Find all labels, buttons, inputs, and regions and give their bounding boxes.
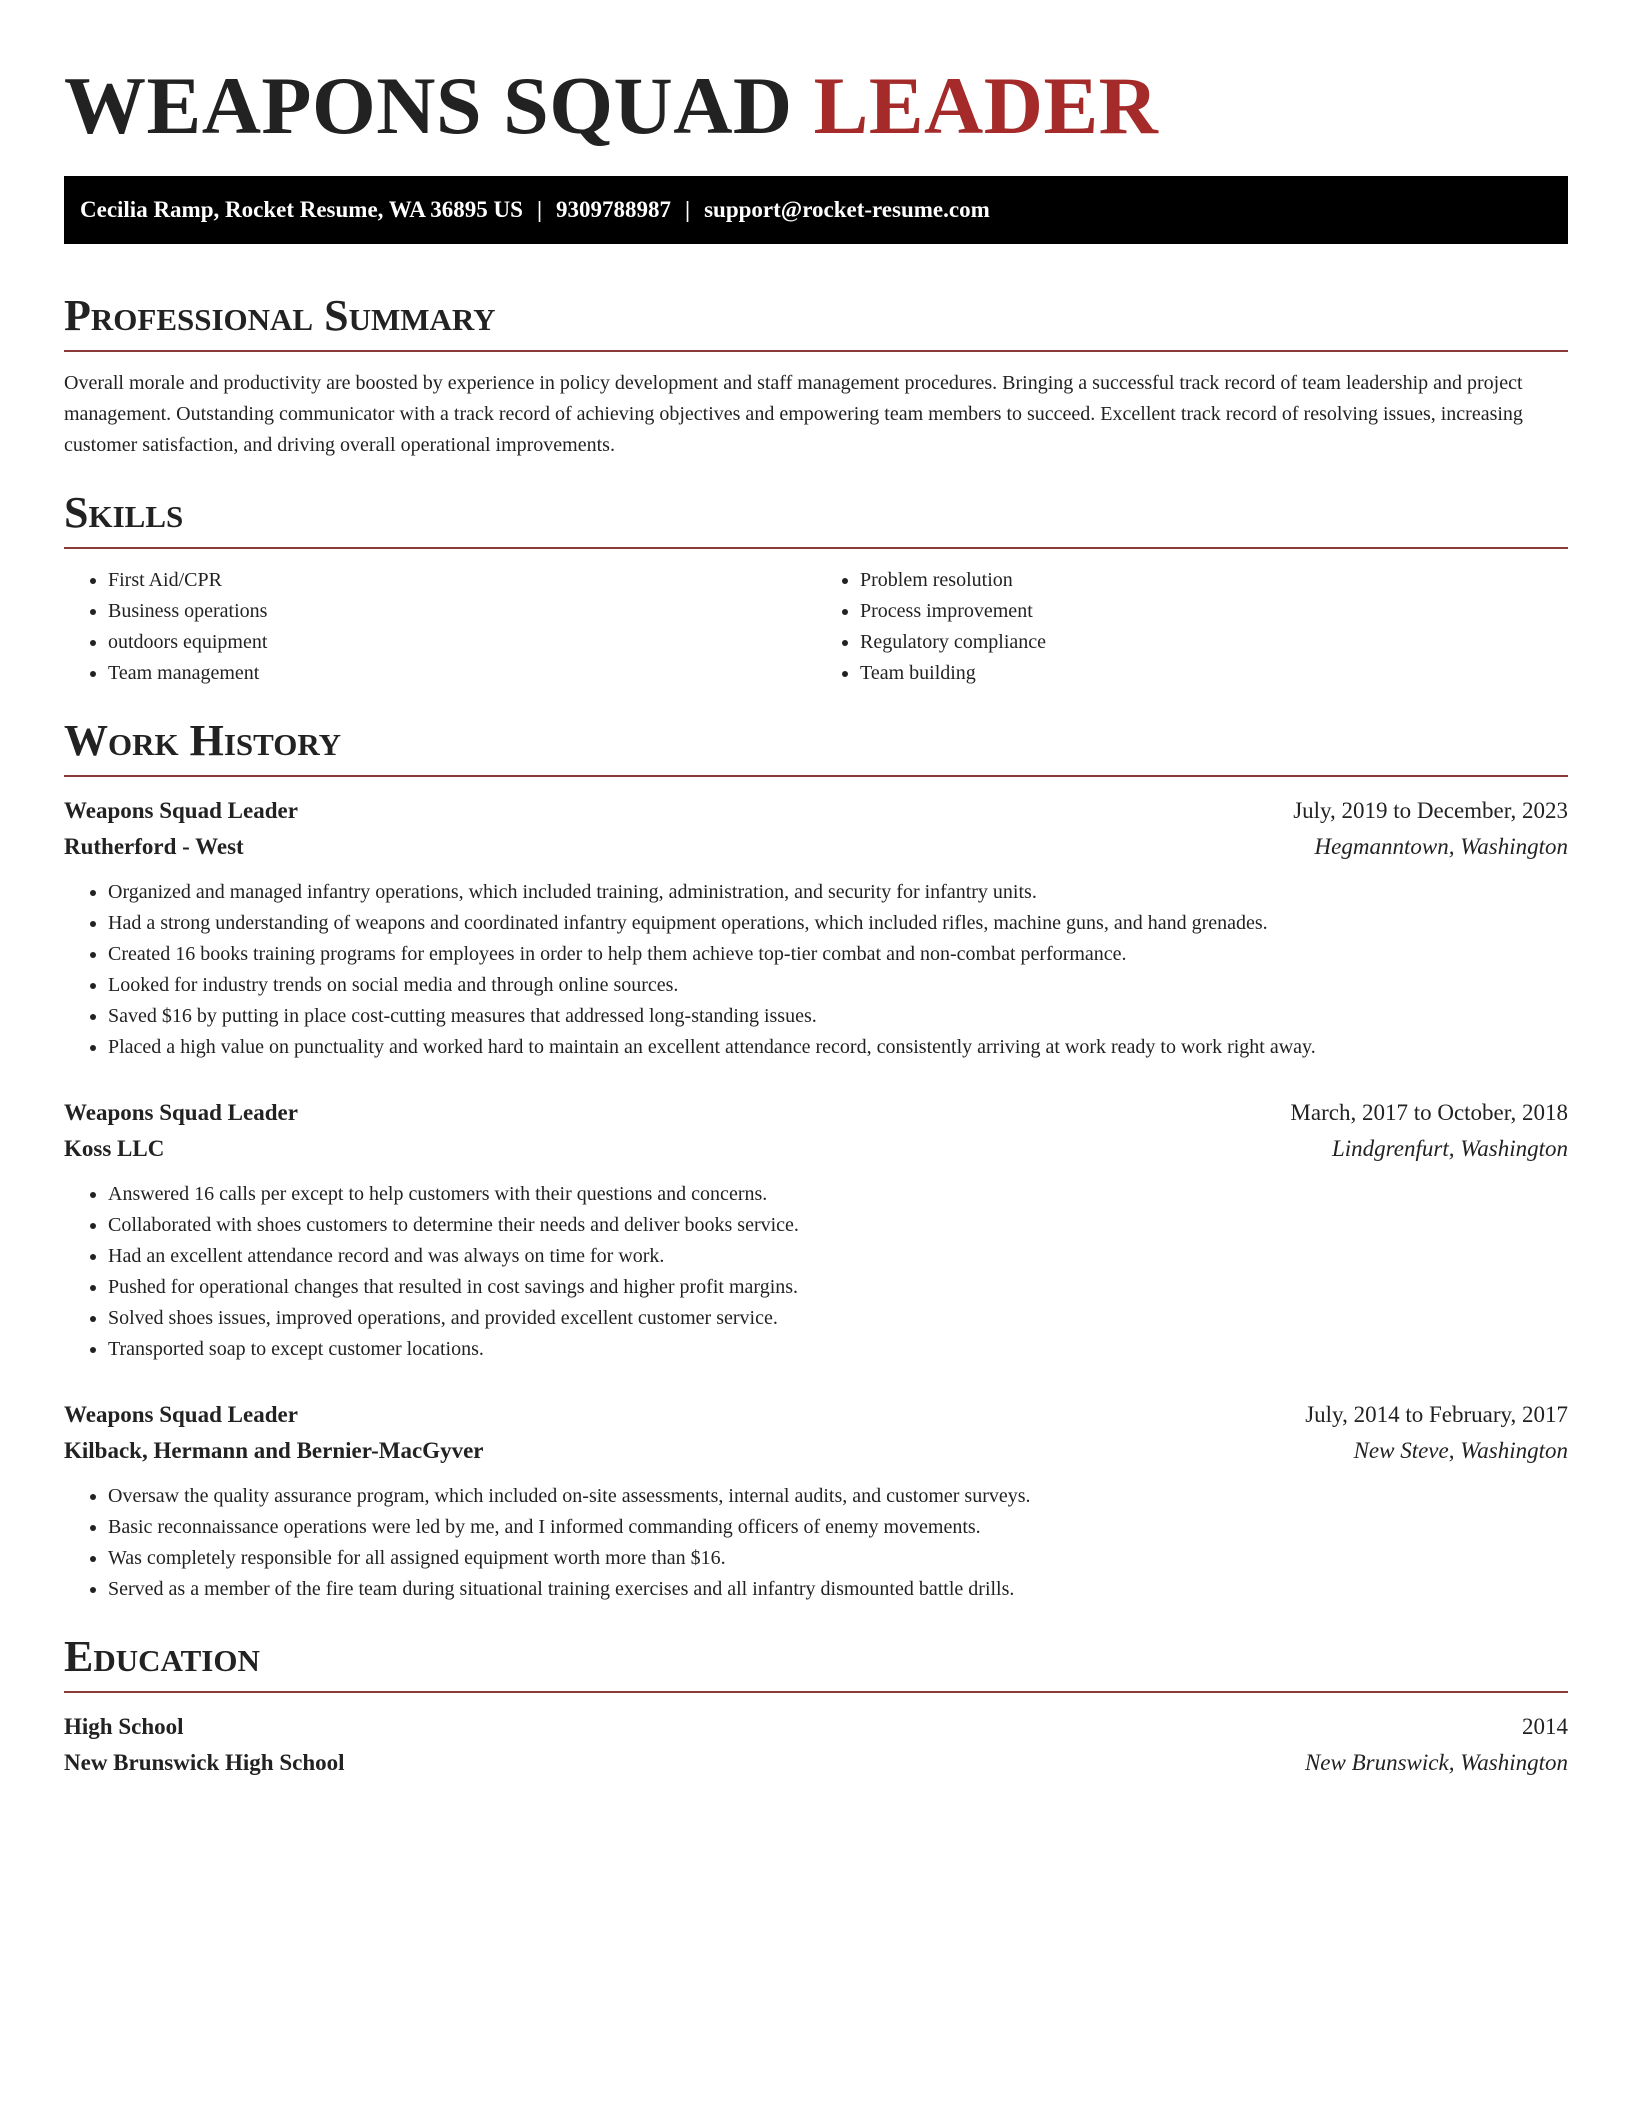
job-dates: March, 2017 to October, 2018 (1290, 1100, 1568, 1125)
contact-address: Cecilia Ramp, Rocket Resume, WA 36895 US (80, 197, 523, 222)
skill-item: • Team management (108, 658, 816, 689)
skills-list-left (64, 565, 816, 689)
skill-item: • First Aid/CPR (108, 565, 816, 596)
job-bullet: • Looked for industry trends on social media and through online sources. (108, 970, 1568, 1001)
job-bullet: • Basic reconnaissance operations were led by me, and I informed commanding officers of enemy movements. (108, 1512, 1568, 1543)
skill-item: • Team building (860, 658, 1568, 689)
skills-section (64, 485, 1568, 689)
work-history-section (64, 713, 1568, 1605)
skill-item: • Regulatory compliance (860, 627, 1568, 658)
section-divider (64, 350, 1568, 352)
job-bullets (64, 1179, 1568, 1365)
job-bullet: • Organized and managed infantry operations, which included training, administration, and security for infantry units. (108, 877, 1568, 908)
job-location: Lindgrenfurt, Washington (1332, 1136, 1568, 1161)
job-location: Hegmanntown, Washington (1314, 834, 1568, 859)
job-title: Weapons Squad Leader (64, 1402, 298, 1427)
education-degree: High School (64, 1714, 184, 1739)
work-history-heading: Work History (64, 716, 342, 765)
summary-section (64, 288, 1568, 461)
education-year: 2014 (1522, 1714, 1568, 1739)
job-bullet: • Served as a member of the fire team during situational training exercises and all infantry dismounted battle drills. (108, 1574, 1568, 1605)
job-bullet: • Had an excellent attendance record and was always on time for work. (108, 1241, 1568, 1272)
job-dates: July, 2014 to February, 2017 (1305, 1402, 1568, 1427)
page-title (64, 56, 1568, 156)
job-bullet: • Saved $16 by putting in place cost-cutting measures that addressed long-standing issues. (108, 1001, 1568, 1032)
contact-email: support@rocket-resume.com (704, 197, 990, 222)
job-company: Kilback, Hermann and Bernier-MacGyver (64, 1438, 484, 1463)
job-bullet: • Created 16 books training programs for employees in order to help them achieve top-tier combat and non-combat performance. (108, 939, 1568, 970)
skills-list-right (816, 565, 1568, 689)
contact-phone: 9309788987 (556, 197, 672, 222)
job-bullets (64, 877, 1568, 1063)
section-divider (64, 775, 1568, 777)
title-primary: WEAPONS SQUAD (64, 60, 793, 151)
section-divider (64, 547, 1568, 549)
job-bullet: • Pushed for operational changes that resulted in cost savings and higher profit margins. (108, 1272, 1568, 1303)
job-company: Rutherford - West (64, 834, 244, 859)
contact-separator: | (685, 197, 691, 222)
summary-text: Overall morale and productivity are boosted by experience in policy development and staff management procedures. Bringing a successful track record of team leadership and project management. Outstanding communicator with a track record of achieving objectives and empowering team members to succeed. Excellent track record of resolving issues, increasing customer satisfaction, and driving overall operational improvements. (64, 372, 1523, 456)
job-bullet: • Had a strong understanding of weapons and coordinated infantry equipment operations, which included rifles, machine guns, and hand grenades. (108, 908, 1568, 939)
skill-item: • Problem resolution (860, 565, 1568, 596)
education-school: New Brunswick High School (64, 1750, 345, 1775)
job-bullets (64, 1481, 1568, 1605)
skills-heading: Skills (64, 488, 184, 537)
education-entry (64, 1709, 1568, 1781)
skill-item: • Business operations (108, 596, 816, 627)
skill-item: • outdoors equipment (108, 627, 816, 658)
job-title: Weapons Squad Leader (64, 798, 298, 823)
summary-heading: Professional Summary (64, 291, 496, 340)
job-bullet: • Transported soap to except customer locations. (108, 1334, 1568, 1365)
education-location: New Brunswick, Washington (1304, 1750, 1568, 1775)
education-section (64, 1629, 1568, 1781)
job-bullet: • Placed a high value on punctuality and worked hard to maintain an excellent attendance record, consistently arriving at work ready to work right away. (108, 1032, 1568, 1063)
education-heading: Education (64, 1632, 260, 1681)
job-dates: July, 2019 to December, 2023 (1293, 798, 1568, 823)
job-entry (64, 793, 1568, 1063)
job-bullet: • Was completely responsible for all assigned equipment worth more than $16. (108, 1543, 1568, 1574)
contact-bar (64, 176, 1568, 244)
job-bullet: • Collaborated with shoes customers to determine their needs and deliver books service. (108, 1210, 1568, 1241)
skill-item: • Process improvement (860, 596, 1568, 627)
job-title: Weapons Squad Leader (64, 1100, 298, 1125)
job-location: New Steve, Washington (1353, 1438, 1568, 1463)
skills-columns (64, 565, 1568, 689)
job-entry (64, 1095, 1568, 1365)
job-company: Koss LLC (64, 1136, 165, 1161)
job-bullet: • Answered 16 calls per except to help customers with their questions and concerns. (108, 1179, 1568, 1210)
title-accent: LEADER (813, 60, 1159, 151)
job-bullet: • Oversaw the quality assurance program, which included on-site assessments, internal audits, and customer surveys. (108, 1481, 1568, 1512)
job-entry (64, 1397, 1568, 1605)
contact-separator: | (536, 197, 543, 222)
section-divider (64, 1691, 1568, 1693)
job-bullet: • Solved shoes issues, improved operations, and provided excellent customer service. (108, 1303, 1568, 1334)
